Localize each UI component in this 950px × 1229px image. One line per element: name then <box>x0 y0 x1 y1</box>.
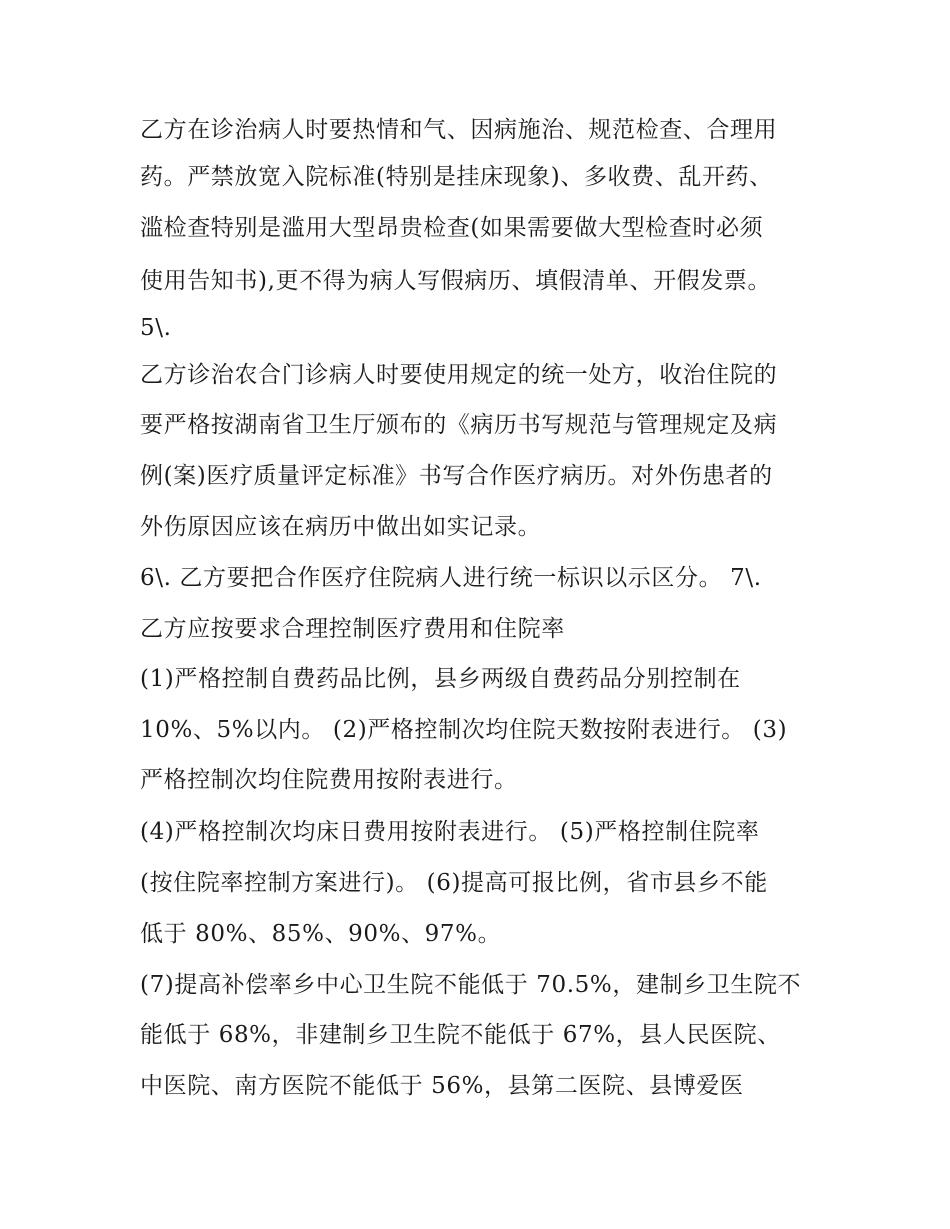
text-line: 滥检查特别是滥用大型昂贵检查(如果需要做大型检查时必须 <box>140 215 764 241</box>
text-line: 例(案)医疗质量评定标准》书写合作医疗病历。对外伤患者的 <box>140 463 773 489</box>
text-line: 使用告知书),更不得为病人写假病历、填假清单、开假发票。 <box>140 268 772 294</box>
text-line: 中医院、南方医院不能低于 56%，县第二医院、县博爱医 <box>140 1073 744 1099</box>
text-line: 能低于 68%，非建制乡卫生院不能低于 67%，县人民医院、 <box>140 1022 781 1048</box>
text-line: 乙方应按要求合理控制医疗费用和住院率 <box>140 616 565 642</box>
text-line: (按住院率控制方案进行)。 (6)提高可报比例，省市县乡不能 <box>140 870 768 896</box>
text-line: 药。严禁放宽入院标准(特别是挂床现象)、多收费、乱开药、 <box>140 164 773 190</box>
text-line: 乙方诊治农合门诊病人时要使用规定的统一处方，收治住院的 <box>140 362 778 388</box>
text-line: 低于 80%、85%、90%、97%。 <box>140 921 502 947</box>
text-line: (4)严格控制次均床日费用按附表进行。 (5)严格控制住院率 <box>140 819 760 845</box>
text-line: 5\. <box>140 315 172 341</box>
text-line: 6\. 乙方要把合作医疗住院病人进行统一标识以示区分。 7\. <box>140 565 762 591</box>
text-line: 严格控制次均住院费用按附表进行。 <box>140 767 518 793</box>
text-line: (1)严格控制自费药品比例，县乡两级自费药品分别控制在 <box>140 666 741 692</box>
text-line: 要严格按湖南省卫生厅颁布的《病历书写规范与管理规定及病 <box>140 412 778 438</box>
text-line: 乙方在诊治病人时要热情和气、因病施治、规范检查、合理用 <box>140 117 778 143</box>
text-line: 10%、5%以内。 (2)严格控制次均住院天数按附表进行。 (3) <box>140 717 788 743</box>
text-line: 外伤原因应该在病历中做出如实记录。 <box>140 514 542 540</box>
text-line: (7)提高补偿率乡中心卫生院不能低于 70.5%，建制乡卫生院不 <box>140 972 802 998</box>
